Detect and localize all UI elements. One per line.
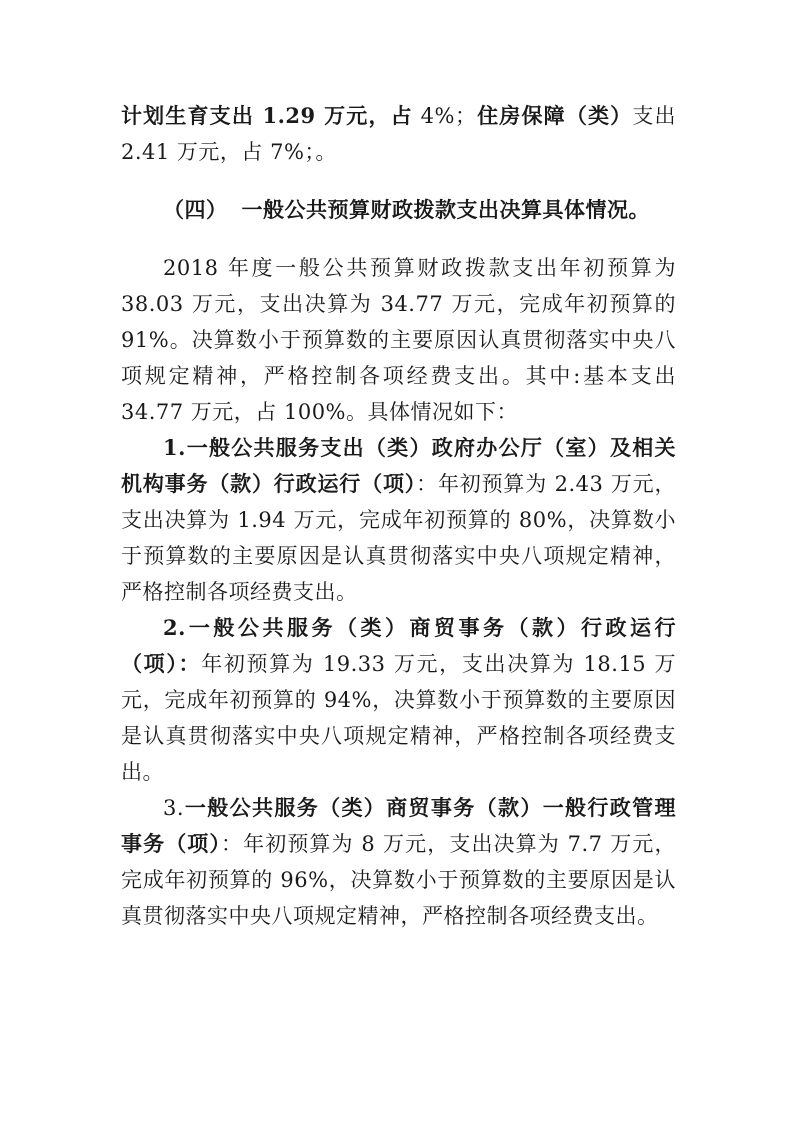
item-paragraph-2 bbox=[121, 610, 676, 790]
item-paragraph-3 bbox=[121, 790, 676, 934]
item-body-1: ：年初预算为 2.43 万元，支出决算为 1.94 万元，完成年初预算的 80%，决算数小于预算数的主要原因是认真贯彻落实中央八项规定精神，严格控制各项经费支出。 bbox=[121, 472, 677, 604]
section-heading bbox=[121, 192, 676, 228]
intro-bold-text: 计划生育支出 1.29 万元，占 bbox=[121, 103, 413, 128]
intro-normal-text-2: 支出 2.41 万元，占 7%；。 bbox=[121, 104, 676, 164]
item-body-3: ：年初预算为 8 万元，支出决算为 7.7 万元，完成年初预算的 96%，决算数小于预算数的主要原因是认真贯彻落实中央八项规定精神，严格控制各项经费支出。 bbox=[121, 832, 676, 928]
item-body-2: 年初预算为 19.33 万元，支出决算为 18.15 万元，完成年初预算的 94%，决算数小于预算数的主要原因是认真贯彻落实中央八项规定精神，严格控制各项经费支出。 bbox=[121, 652, 677, 784]
intro-normal-text: 4%； bbox=[412, 104, 477, 128]
item-title-3: 一般公共服务（类）商贸事务（款）一般行政管理事务（项） bbox=[121, 795, 676, 856]
section-number: （四） bbox=[163, 197, 228, 222]
section-title: 一般公共预算财政拨款支出决算具体情况。 bbox=[241, 197, 650, 222]
intro-bold-text-2: 住房保障（类） bbox=[476, 103, 633, 128]
document-body bbox=[121, 98, 676, 934]
summary-paragraph: 2018 年度一般公共预算财政拨款支出年初预算为 38.03 万元，支出决算为 34.77 万元，完成年初预算的 91%。决算数小于预算数的主要原因认真贯彻落实中央八项规定精神，严格控制各项经费支出。其中:基本支出 34.77 万元，占 100%。具体情况如下： bbox=[121, 256, 676, 424]
item-paragraph-1 bbox=[121, 430, 676, 610]
item-title-1: 1.一般公共服务支出（类）政府办公厅（室）及相关机构事务（款）行政运行（项） bbox=[121, 435, 676, 496]
item-title-2: 2.一般公共服务（类）商贸事务（款）行政运行（项）： bbox=[121, 615, 676, 676]
item-number-3: 3. bbox=[163, 796, 185, 820]
intro-paragraph bbox=[121, 98, 676, 170]
